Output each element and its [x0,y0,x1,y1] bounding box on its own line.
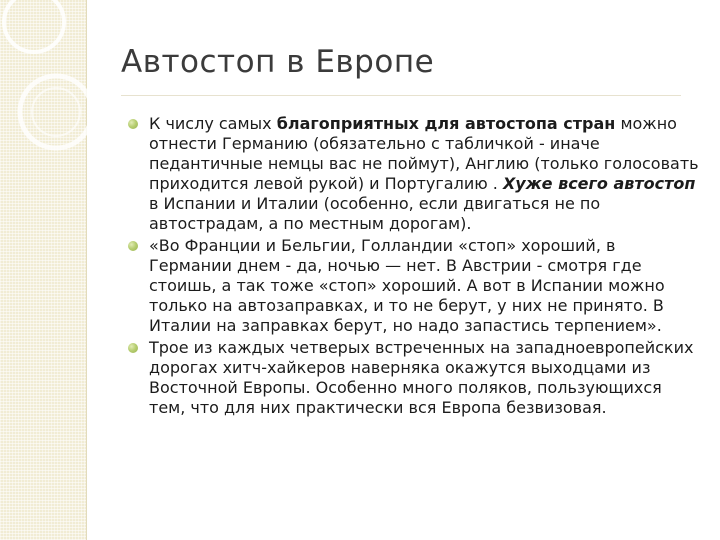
bullet-text: можно отнести Германию (обязательно с табличкой - иначе педантичные немцы вас не поймут), Англию (только голосовать приходится левой рукой) и Португалию . [149,114,699,193]
decorative-circles [0,0,120,160]
slide-title: Автостоп в Европе [121,44,435,80]
bullet-bold-text: благоприятных для автостопа стран [276,114,616,133]
bullet-text: Трое из каждых четверых встреченных на западноевропейских дорогах хитч-хайкеров наверняка окажутся выходцами из Восточной Европы. Особенно много поляков, пользующихся тем, что для них практически вся Европа безвизовая. [149,338,694,417]
bullet-text: в Испании и Италии (особенно, если двигаться не по автострадам, а по местным дорогам). [149,194,601,233]
bullet-dot-icon [128,241,138,251]
bullet-dot-icon [128,119,138,129]
bullet-text: К числу самых [149,114,277,133]
bullet-list [128,114,703,420]
bullet-item [128,114,703,234]
bullet-text: «Во Франции и Бельгии, Голландии «стоп» хороший, в Германии днем - да, ночью — нет. В Австрии - смотря где стоишь, а так тоже «стоп» хороший. А вот в Испании можно только на автозаправках, и то не берут, у них не принято. В Италии на заправках берут, но надо запастись терпением». [149,236,665,335]
bullet-dot-icon [128,343,138,353]
bullet-item [128,338,703,418]
bullet-item [128,236,703,336]
bullet-bold-italic-text: Хуже всего автостоп [502,174,696,193]
title-divider [121,95,681,96]
